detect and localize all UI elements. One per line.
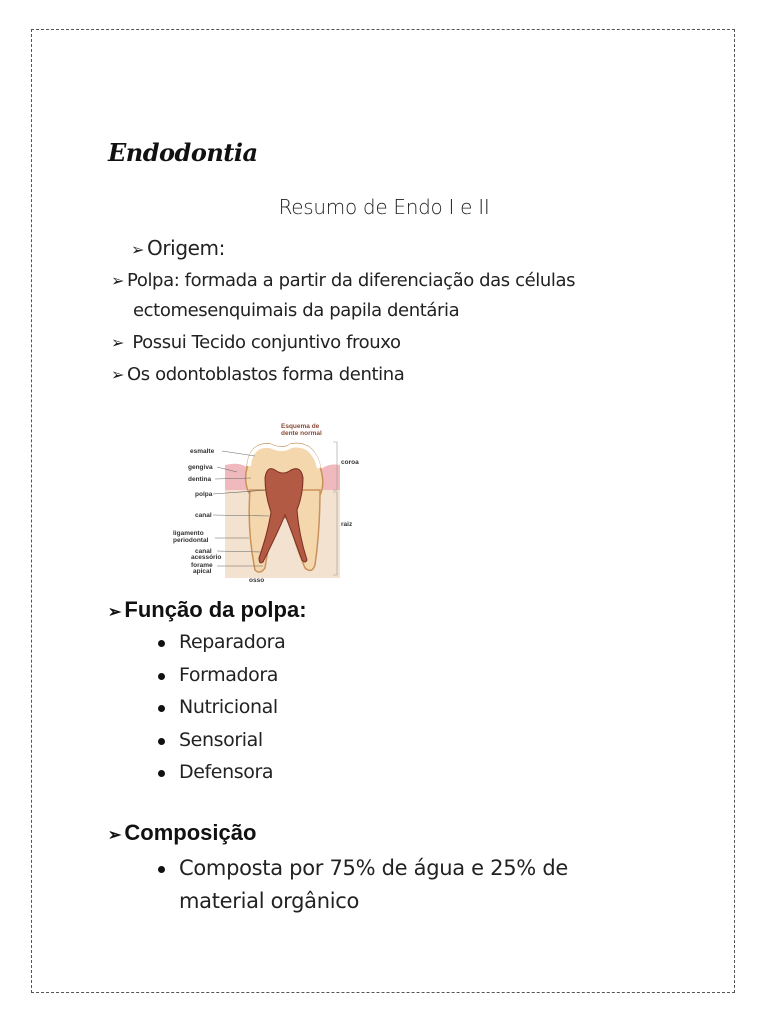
label-canal-acessorio: acessório [191,554,222,561]
origem-item-continuation: ectomesenquimais da papila dentária [133,300,460,321]
label-ligamento: periodontal [173,537,209,544]
label-canal-acessorio: canal [195,548,212,555]
label-gengiva: gengiva [188,464,213,471]
list-item: Defensora [158,758,285,791]
funcao-heading: ➢ Função da polpa: [108,597,307,622]
list-item: Nutricional [158,693,285,726]
arrow-icon: ➢ [111,365,125,384]
origem-heading: ➢ Origem: [131,236,225,260]
arrow-icon: ➢ [108,827,122,844]
label-osso: osso [249,577,265,584]
list-item: Reparadora [158,628,285,661]
diagram-caption: dente normal [281,430,322,437]
label-polpa: polpa [195,491,213,498]
label-raiz: raiz [341,521,353,528]
label-forame: apical [193,568,212,575]
composicao-item: Composta por 75% de água e 25% de material orgânico [158,852,659,918]
label-forame: forame [191,562,213,569]
label-esmalte: esmalte [190,448,215,455]
diagram-caption: Esquema de [281,423,320,430]
list-item: Sensorial [158,726,285,759]
label-coroa: coroa [341,459,359,466]
origem-item: ➢ Polpa: formada a partir da diferenciação das células [111,270,576,291]
funcao-list [158,628,285,791]
arrow-icon: ➢ [111,271,125,290]
composicao-heading: ➢ Composição [108,820,257,845]
list-item: Formadora [158,661,285,694]
document-subtitle: Resumo de Endo I e II [278,195,490,219]
document-title: Endodontia [108,138,258,167]
arrow-icon: ➢ [108,604,122,621]
origem-item: ➢ Possui Tecido conjuntivo frouxo [111,332,401,353]
label-dentina: dentina [188,476,212,483]
tooth-diagram [165,420,370,585]
label-canal: canal [195,512,212,519]
label-ligamento: ligamento [173,530,204,537]
arrow-icon: ➢ [111,333,125,352]
page-border [31,29,735,993]
origem-item: ➢ Os odontoblastos forma dentina [111,364,405,385]
arrow-icon: ➢ [131,240,145,259]
